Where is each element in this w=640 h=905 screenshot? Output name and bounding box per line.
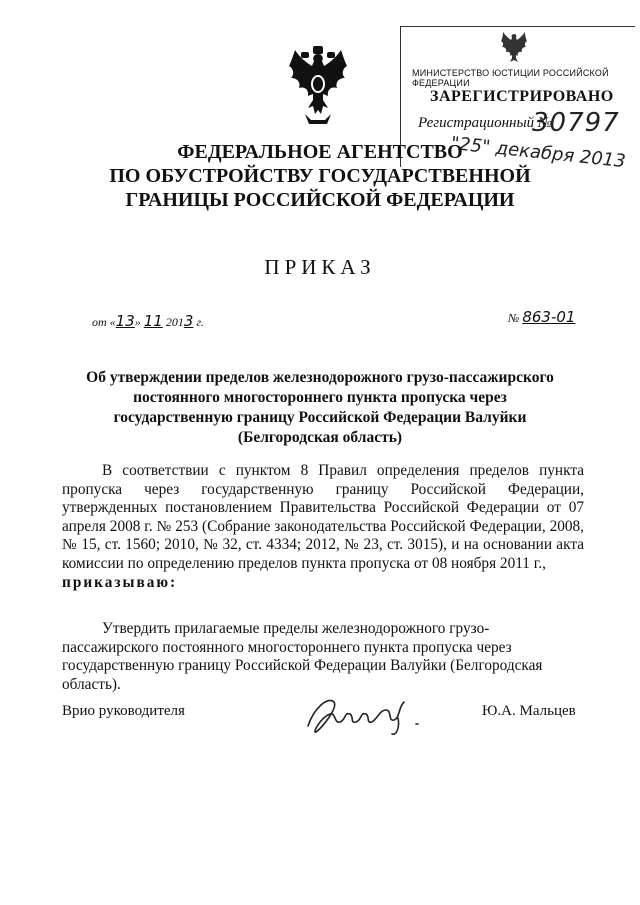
date-month: 11 <box>143 312 163 330</box>
agency-header-line: ГРАНИЦЫ РОССИЙСКОЙ ФЕДЕРАЦИИ <box>125 189 515 211</box>
date-prefix: от « <box>92 315 116 329</box>
document-type-heading: ПРИКАЗ <box>264 255 376 279</box>
order-date <box>92 312 204 330</box>
decision-paragraph: Утвердить прилагаемые пределы железнодорожного грузо-пассажирского постоянного многостороннего пункта пропуска через государственную границу Российской Федерации Валуйки (Белгородская область). <box>62 620 543 693</box>
document-title: Об утверждении пределов железнодорожного грузо-пассажирского постоянного многостороннего пункта пропуска через государственную границу Российской Федерации Валуйки (Белгородская область) <box>86 369 554 446</box>
date-year-prefix: 201 <box>162 315 184 329</box>
signer-title: Врио руководителя <box>62 703 185 719</box>
order-number-value: 863-01 <box>522 308 576 326</box>
double-headed-eagle-emblem <box>283 44 353 128</box>
stamp-registration-number-label: Регистрационный № <box>418 115 553 131</box>
date-year-digit: 3 <box>183 312 194 330</box>
handwritten-signature <box>300 688 430 738</box>
preamble-text: В соответствии с пунктом 8 Правил определения пределов пункта пропуска через государственную границу Российской Федерации, утвержденных постановлением Правительства Российской Федерации от 07 апреля 2008 г. № 253 (Собрание законодательства Российской Федерации, 2008, № 15, ст. 1560; 2010, № 32, ст. 4334; 2012, № 23, ст. 3015), и на основании акта комиссии по определению пределов пункта пропуска от 08 ноября 2011 г., <box>62 462 584 572</box>
date-day: 13 <box>115 312 135 330</box>
date-suffix: г. <box>193 315 204 329</box>
command-word: приказываю: <box>62 573 178 591</box>
agency-header <box>60 140 580 212</box>
order-number <box>508 308 575 326</box>
stamp-registered-label: ЗАРЕГИСТРИРОВАНО <box>430 88 614 105</box>
stamp-registration-date: "25" декабря 2013 <box>449 133 627 173</box>
stamp-registration-number: 30797 <box>532 108 620 138</box>
stamp-eagle-icon <box>500 30 528 64</box>
preamble-paragraph <box>62 462 584 592</box>
stamp-ministry-name: МИНИСТЕРСТВО ЮСТИЦИИ РОССИЙСКОЙ ФЕДЕРАЦИИ <box>412 68 609 88</box>
signer-name: Ю.А. Мальцев <box>482 703 576 719</box>
agency-header-line: ПО ОБУСТРОЙСТВУ ГОСУДАРСТВЕННОЙ <box>109 165 531 187</box>
date-mid: » <box>134 315 144 329</box>
order-number-prefix: № <box>508 311 520 325</box>
agency-header-line: ФЕДЕРАЛЬНОЕ АГЕНТСТВО <box>177 141 463 163</box>
